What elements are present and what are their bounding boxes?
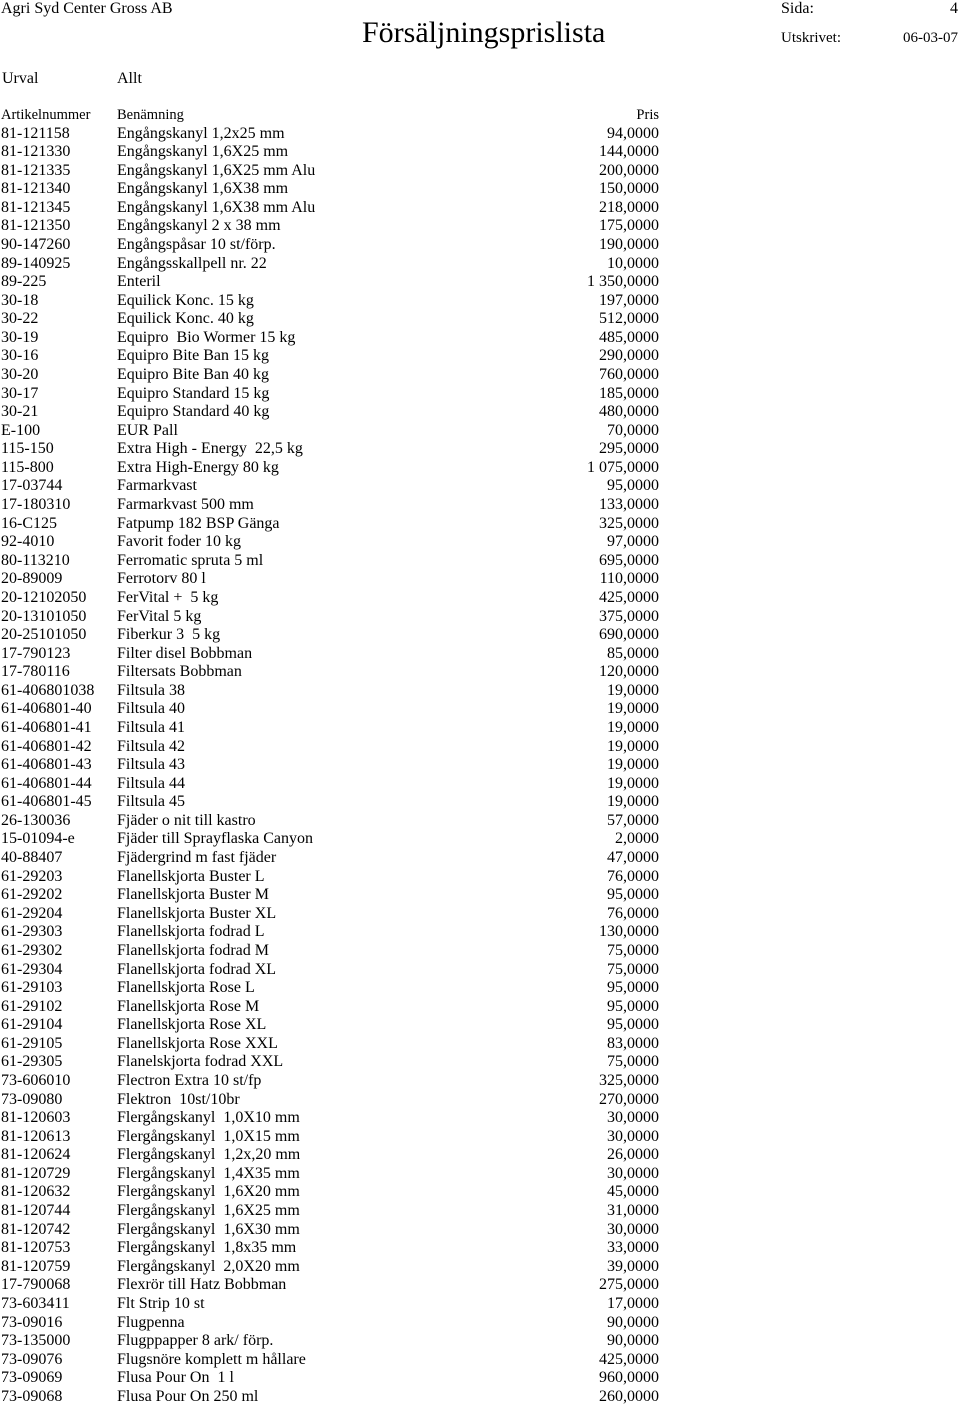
product-name: Engångskanyl 1,6X38 mm [117, 180, 289, 198]
product-name: Filtsula 38 [117, 681, 186, 699]
price: 218,0000 [599, 198, 659, 216]
table-row [0, 849, 960, 868]
table-row [0, 570, 960, 589]
price: 30,0000 [607, 1109, 659, 1127]
price: 95,0000 [607, 477, 659, 495]
company-name: Agri Syd Center Gross AB [1, 0, 173, 17]
table-row [0, 125, 960, 144]
article-number: 81-121350 [1, 217, 71, 235]
product-name: Flanellskjorta fodrad M [117, 941, 269, 959]
price: 512,0000 [599, 310, 659, 328]
table-row [0, 663, 960, 682]
article-number: 61-29305 [1, 1053, 63, 1071]
product-name: Fiberkur 3 5 kg [117, 626, 221, 644]
article-number: 61-29102 [1, 997, 63, 1015]
price: 325,0000 [599, 514, 659, 532]
article-number: 81-120613 [1, 1127, 71, 1145]
price-table [0, 125, 960, 1407]
selection-label: Urval [2, 70, 39, 87]
article-number: 81-121158 [1, 124, 70, 142]
table-row [0, 1276, 960, 1295]
product-name: Enteril [117, 273, 161, 291]
price: 26,0000 [607, 1146, 659, 1164]
product-name: Filtsula 40 [117, 700, 186, 718]
table-row [0, 180, 960, 199]
table-row [0, 961, 960, 980]
table-row [0, 1221, 960, 1240]
product-name: Flergångskanyl 1,8x35 mm [117, 1239, 297, 1257]
product-name: Flergångskanyl 1,0X10 mm [117, 1109, 300, 1127]
product-name: FerVital 5 kg [117, 607, 202, 625]
article-number: 26-130036 [1, 811, 71, 829]
price: 275,0000 [599, 1276, 659, 1294]
table-row [0, 347, 960, 366]
article-number: 15-01094-e [1, 830, 75, 848]
product-name: Engångskanyl 1,6X25 mm [117, 143, 289, 161]
article-number: 61-29303 [1, 923, 63, 941]
printed-date: 06-03-07 [903, 30, 958, 46]
article-number: 73-135000 [1, 1332, 71, 1350]
article-number: 61-406801-43 [1, 756, 92, 774]
table-row [0, 1239, 960, 1258]
product-name: Filtsula 44 [117, 774, 186, 792]
table-row [0, 979, 960, 998]
column-header-price: Pris [636, 107, 659, 123]
product-name: Fjädergrind m fast fjäder [117, 849, 277, 867]
column-header-article-number: Artikelnummer [1, 107, 91, 123]
article-number: 81-121335 [1, 161, 71, 179]
product-name: Filtsula 41 [117, 719, 186, 736]
product-name: Fjäder o nit till kastro [117, 811, 256, 829]
table-row [0, 1332, 960, 1351]
table-row [0, 700, 960, 719]
product-name: Fatpump 182 BSP Gänga [117, 514, 280, 532]
price: 133,0000 [599, 496, 659, 514]
price: 10,0000 [607, 254, 659, 272]
price: 120,0000 [599, 663, 659, 681]
price: 19,0000 [607, 700, 659, 718]
table-row [0, 1109, 960, 1128]
price: 19,0000 [607, 719, 659, 736]
price: 75,0000 [607, 941, 659, 959]
table-row [0, 1351, 960, 1370]
product-name: Flanellskjorta Rose L [117, 979, 255, 997]
table-row [0, 1295, 960, 1314]
page-number: 4 [950, 0, 958, 17]
article-number: 81-121340 [1, 180, 71, 198]
article-number: 61-29105 [1, 1034, 63, 1052]
article-number: 30-20 [1, 366, 39, 384]
article-number: 81-121345 [1, 198, 71, 216]
table-row [0, 998, 960, 1017]
article-number: 20-89009 [1, 570, 63, 588]
product-name: Equipro Standard 15 kg [117, 384, 270, 402]
price: 95,0000 [607, 979, 659, 997]
article-number: 81-120632 [1, 1183, 71, 1201]
table-row [0, 738, 960, 757]
table-row [0, 645, 960, 664]
price: 95,0000 [607, 1016, 659, 1034]
product-name: Farmarkvast [117, 477, 197, 495]
price: 375,0000 [599, 607, 659, 625]
article-number: 61-29103 [1, 979, 63, 997]
price: 290,0000 [599, 347, 659, 365]
product-name: Filtsula 43 [117, 756, 186, 774]
price: 30,0000 [607, 1127, 659, 1145]
article-number: 81-120624 [1, 1146, 71, 1164]
article-number: 61-29203 [1, 867, 63, 885]
product-name: Flectron Extra 10 st/fp [117, 1071, 262, 1089]
table-row [0, 292, 960, 311]
product-name: Engångskanyl 1,2x25 mm [117, 124, 285, 142]
article-number: 81-120742 [1, 1220, 71, 1238]
article-number: 61-406801-45 [1, 793, 92, 811]
product-name: Engångskanyl 2 x 38 mm [117, 217, 281, 235]
product-name: Favorit foder 10 kg [117, 533, 241, 551]
product-name: Ferrotorv 80 l [117, 570, 206, 588]
table-row [0, 923, 960, 942]
table-row [0, 217, 960, 236]
product-name: Flusa Pour On 250 ml [117, 1387, 259, 1405]
table-row [0, 608, 960, 627]
article-number: 89-140925 [1, 254, 71, 272]
table-row [0, 1183, 960, 1202]
article-number: 81-121330 [1, 143, 71, 161]
article-number: 80-113210 [1, 551, 70, 569]
price: 690,0000 [599, 626, 659, 644]
price: 1 350,0000 [587, 273, 659, 291]
table-row [0, 868, 960, 887]
product-name: Flexrör till Hatz Bobbman [117, 1276, 287, 1294]
product-name: Equipro Bite Ban 15 kg [117, 347, 269, 365]
table-row [0, 830, 960, 849]
article-number: 20-12102050 [1, 588, 87, 606]
article-number: 20-13101050 [1, 607, 87, 625]
price: 325,0000 [599, 1071, 659, 1089]
article-number: 17-790068 [1, 1276, 71, 1294]
article-number: 17-780116 [1, 663, 70, 681]
price: 19,0000 [607, 737, 659, 755]
table-row [0, 1091, 960, 1110]
article-number: 61-406801-41 [1, 719, 92, 736]
price: 90,0000 [607, 1332, 659, 1350]
table-row [0, 626, 960, 645]
table-row [0, 329, 960, 348]
article-number: 61-29302 [1, 941, 63, 959]
table-row [0, 719, 960, 738]
product-name: Flugsnöre komplett m hållare [117, 1350, 306, 1368]
price: 97,0000 [607, 533, 659, 551]
table-row [0, 422, 960, 441]
table-row [0, 162, 960, 181]
product-name: Flanellskjorta Rose XL [117, 1016, 267, 1034]
price: 33,0000 [607, 1239, 659, 1257]
table-row [0, 440, 960, 459]
product-name: Flanellskjorta Buster L [117, 867, 265, 885]
article-number: 61-29104 [1, 1016, 63, 1034]
article-number: 90-147260 [1, 235, 71, 253]
price: 75,0000 [607, 1053, 659, 1071]
product-name: Flugpenna [117, 1313, 185, 1331]
price: 94,0000 [607, 124, 659, 142]
table-row [0, 496, 960, 515]
product-name: Extra High - Energy 22,5 kg [117, 440, 303, 458]
price: 695,0000 [599, 551, 659, 569]
product-name: Flanellskjorta fodrad XL [117, 960, 277, 978]
article-number: 61-29304 [1, 960, 63, 978]
table-row [0, 273, 960, 292]
article-number: 17-790123 [1, 644, 71, 662]
price: 144,0000 [599, 143, 659, 161]
page-title: Försäljningsprislista [362, 16, 606, 49]
article-number: 30-17 [1, 384, 39, 402]
table-row [0, 1314, 960, 1333]
price: 2,0000 [615, 830, 659, 848]
price: 76,0000 [607, 904, 659, 922]
article-number: 30-22 [1, 310, 39, 328]
article-number: 61-406801-40 [1, 700, 92, 718]
price: 185,0000 [599, 384, 659, 402]
product-name: EUR Pall [117, 421, 178, 439]
article-number: 73-606010 [1, 1071, 71, 1089]
price: 260,0000 [599, 1387, 659, 1405]
price: 57,0000 [607, 811, 659, 829]
price: 19,0000 [607, 793, 659, 811]
article-number: 17-03744 [1, 477, 63, 495]
table-row [0, 459, 960, 478]
article-number: 81-120753 [1, 1239, 71, 1257]
price: 19,0000 [607, 756, 659, 774]
price: 95,0000 [607, 997, 659, 1015]
table-row [0, 199, 960, 218]
table-row [0, 756, 960, 775]
product-name: Flanelskjorta fodrad XXL [117, 1053, 284, 1071]
article-number: 73-09069 [1, 1369, 63, 1387]
product-name: Engångskanyl 1,6X38 mm Alu [117, 198, 316, 216]
price: 75,0000 [607, 960, 659, 978]
price: 485,0000 [599, 328, 659, 346]
price: 150,0000 [599, 180, 659, 198]
selection-value: Allt [117, 70, 142, 87]
product-name: Extra High-Energy 80 kg [117, 458, 279, 476]
price: 45,0000 [607, 1183, 659, 1201]
article-number: 17-180310 [1, 496, 71, 514]
price: 270,0000 [599, 1090, 659, 1108]
product-name: Flergångskanyl 1,6X30 mm [117, 1220, 300, 1238]
article-number: 89-225 [1, 273, 47, 291]
article-number: 73-09080 [1, 1090, 63, 1108]
price: 480,0000 [599, 403, 659, 421]
product-name: Flergångskanyl 1,6X25 mm [117, 1202, 300, 1220]
article-number: 92-4010 [1, 533, 55, 551]
table-row [0, 812, 960, 831]
table-row [0, 589, 960, 608]
price: 130,0000 [599, 923, 659, 941]
price: 70,0000 [607, 421, 659, 439]
price: 76,0000 [607, 867, 659, 885]
table-row [0, 385, 960, 404]
table-row [0, 366, 960, 385]
article-number: E-100 [1, 421, 41, 439]
product-name: Fjäder till Sprayflaska Canyon [117, 830, 313, 848]
table-row [0, 1165, 960, 1184]
product-name: Equipro Bite Ban 40 kg [117, 366, 269, 384]
product-name: Flugppapper 8 ark/ förp. [117, 1332, 274, 1350]
article-number: 115-800 [1, 458, 54, 476]
price: 175,0000 [599, 217, 659, 235]
article-number: 40-88407 [1, 849, 63, 867]
product-name: Filtersats Bobbman [117, 663, 242, 681]
product-name: Farmarkvast 500 mm [117, 496, 254, 514]
article-number: 115-150 [1, 440, 54, 458]
price: 30,0000 [607, 1220, 659, 1238]
product-name: Flergångskanyl 1,4X35 mm [117, 1164, 300, 1182]
table-row [0, 775, 960, 794]
article-number: 61-406801-44 [1, 774, 92, 792]
product-name: Flergångskanyl 1,6X20 mm [117, 1183, 300, 1201]
product-name: Engångspåsar 10 st/förp. [117, 235, 276, 253]
table-row [0, 886, 960, 905]
table-row [0, 905, 960, 924]
product-name: Flanellskjorta fodrad L [117, 923, 265, 941]
product-name: Flergångskanyl 1,0X15 mm [117, 1127, 300, 1145]
printed-label: Utskrivet: [781, 30, 841, 46]
price: 197,0000 [599, 291, 659, 309]
product-name: Flektron 10st/10br [117, 1090, 240, 1108]
price: 85,0000 [607, 644, 659, 662]
product-name: Filtsula 42 [117, 737, 186, 755]
table-row [0, 1072, 960, 1091]
product-name: Ferromatic spruta 5 ml [117, 551, 264, 569]
table-row [0, 942, 960, 961]
price: 110,0000 [599, 570, 659, 588]
table-row [0, 477, 960, 496]
article-number: 81-120744 [1, 1202, 71, 1220]
article-number: 73-09068 [1, 1387, 63, 1405]
price: 39,0000 [607, 1257, 659, 1275]
product-name: Flanellskjorta Rose XXL [117, 1034, 278, 1052]
price: 47,0000 [607, 849, 659, 867]
price: 30,0000 [607, 1164, 659, 1182]
price: 200,0000 [599, 161, 659, 179]
table-row [0, 1202, 960, 1221]
product-name: Flanellskjorta Rose M [117, 997, 260, 1015]
product-name: Filtsula 45 [117, 793, 186, 811]
price: 90,0000 [607, 1313, 659, 1331]
product-name: Engångsskallpell nr. 22 [117, 254, 267, 272]
table-row [0, 1016, 960, 1035]
price: 1 075,0000 [587, 458, 659, 476]
price: 295,0000 [599, 440, 659, 458]
article-number: 81-120759 [1, 1257, 71, 1275]
article-number: 16-C125 [1, 514, 57, 532]
table-row [0, 236, 960, 255]
product-name: Flergångskanyl 1,2x,20 mm [117, 1146, 301, 1164]
price: 190,0000 [599, 235, 659, 253]
price: 31,0000 [607, 1202, 659, 1220]
table-row [0, 1146, 960, 1165]
table-row [0, 793, 960, 812]
price: 425,0000 [599, 1350, 659, 1368]
table-row [0, 143, 960, 162]
product-name: Equilick Konc. 40 kg [117, 310, 254, 328]
table-row [0, 515, 960, 534]
table-row [0, 682, 960, 701]
product-name: FerVital + 5 kg [117, 588, 219, 606]
article-number: 30-19 [1, 328, 39, 346]
product-name: Filter disel Bobbman [117, 644, 253, 662]
price: 425,0000 [599, 588, 659, 606]
table-row [0, 403, 960, 422]
table-row [0, 1053, 960, 1072]
article-number: 30-21 [1, 403, 39, 421]
product-name: Flt Strip 10 st [117, 1294, 205, 1312]
article-number: 30-16 [1, 347, 39, 365]
article-number: 61-406801-42 [1, 737, 92, 755]
table-row [0, 1258, 960, 1277]
article-number: 61-29204 [1, 904, 63, 922]
product-name: Equipro Standard 40 kg [117, 403, 270, 421]
product-name: Equilick Konc. 15 kg [117, 291, 254, 309]
product-name: Flanellskjorta Buster XL [117, 904, 277, 922]
table-row [0, 1128, 960, 1147]
price: 17,0000 [607, 1294, 659, 1312]
column-header-name: Benämning [117, 107, 184, 123]
price: 19,0000 [607, 774, 659, 792]
product-name: Flusa Pour On 1 l [117, 1369, 234, 1387]
article-number: 61-406801038 [1, 681, 95, 699]
article-number: 81-120603 [1, 1109, 71, 1127]
page-label: Sida: [781, 0, 814, 17]
product-name: Engångskanyl 1,6X25 mm Alu [117, 161, 316, 179]
article-number: 30-18 [1, 291, 39, 309]
article-number: 20-25101050 [1, 626, 87, 644]
table-row [0, 1388, 960, 1407]
price: 95,0000 [607, 886, 659, 904]
price: 83,0000 [607, 1034, 659, 1052]
table-row [0, 255, 960, 274]
table-row [0, 310, 960, 329]
product-name: Flergångskanyl 2,0X20 mm [117, 1257, 300, 1275]
article-number: 73-603411 [1, 1294, 70, 1312]
article-number: 73-09076 [1, 1350, 63, 1368]
table-row [0, 1369, 960, 1388]
price: 19,0000 [607, 681, 659, 699]
table-row [0, 1035, 960, 1054]
product-name: Equipro Bio Wormer 15 kg [117, 328, 296, 346]
price: 960,0000 [599, 1369, 659, 1387]
article-number: 81-120729 [1, 1164, 71, 1182]
article-number: 73-09016 [1, 1313, 63, 1331]
article-number: 61-29202 [1, 886, 63, 904]
table-row [0, 552, 960, 571]
product-name: Flanellskjorta Buster M [117, 886, 269, 904]
table-row [0, 533, 960, 552]
price: 760,0000 [599, 366, 659, 384]
